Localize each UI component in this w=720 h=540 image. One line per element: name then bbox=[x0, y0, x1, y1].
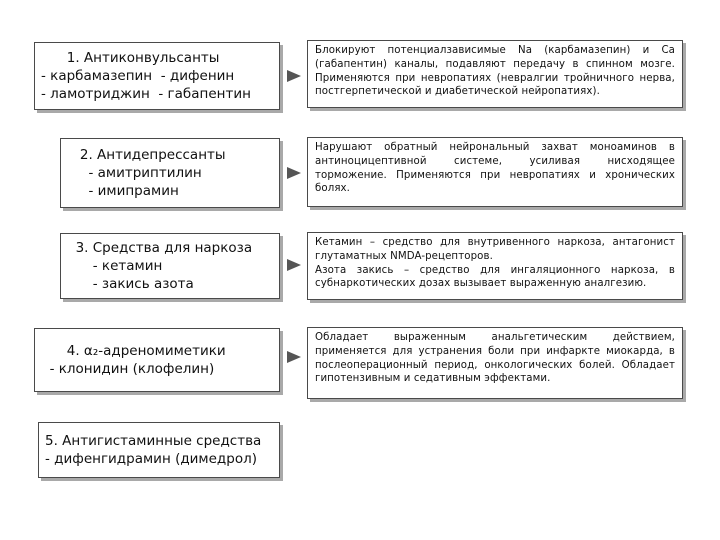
drug-class-box-4 bbox=[34, 328, 280, 392]
drug-class-line: 3. Средства для наркоза bbox=[67, 240, 253, 256]
description-text: Нарушают обратный нейрональный захват моноаминов в антиноцицептивной системе, усиливая нисходящее торможение. Применяются при невропатиях и хронических болях. bbox=[315, 142, 675, 195]
arrow-right-icon bbox=[287, 167, 301, 179]
arrow-right-icon bbox=[287, 70, 301, 82]
drug-class-line: 2. Антидепрессанты bbox=[67, 147, 226, 163]
drug-class-line: 1. Антиконвульсанты bbox=[41, 50, 220, 66]
drug-class-box-1 bbox=[34, 42, 280, 110]
drug-class-box-5 bbox=[38, 422, 280, 478]
drug-class-line: - карбамазепин - дифенин bbox=[41, 68, 235, 84]
drug-class-line: - дифенгидрамин (димедрол) bbox=[45, 451, 257, 467]
description-box-3 bbox=[307, 232, 683, 300]
arrow-right-icon bbox=[287, 259, 301, 271]
drug-class-line: - закись азота bbox=[67, 276, 194, 292]
drug-class-box-3 bbox=[60, 233, 280, 299]
drug-class-line: - клонидин (клофелин) bbox=[41, 361, 215, 377]
drug-class-line: - кетамин bbox=[67, 258, 163, 274]
description-text: Блокируют потенциалзависимые Na (карбамазепин) и Ca (габапентин) каналы, подавляют передачу в спинном мозге. Применяются при невропатиях (невралгии тройничного нерва, постгерпетической и диабетической нейропатиях). bbox=[315, 45, 675, 98]
description-box-4 bbox=[307, 327, 683, 399]
drug-class-line: 5. Антигистаминные средства bbox=[45, 433, 262, 449]
description-text: Кетамин – средство для внутривенного наркоза, антагонист глутаматных NMDA-рецепторов. bbox=[315, 237, 675, 262]
drug-class-line: - имипрамин bbox=[67, 183, 179, 199]
drug-class-box-2 bbox=[60, 138, 280, 208]
description-box-1 bbox=[307, 40, 683, 108]
drug-class-line: - амитриптилин bbox=[67, 165, 202, 181]
drug-class-line: - ламотриджин - габапентин bbox=[41, 86, 251, 102]
drug-class-line: 4. α₂-адреномиметики bbox=[41, 343, 226, 359]
description-text: Обладает выраженным анальгетическим действием, применяется для устранения боли при инфаркте миокарда, в послеоперационный период, онкологических болей. Обладает гипотензивным и седативным эффектами. bbox=[315, 332, 675, 385]
description-box-2 bbox=[307, 137, 683, 207]
arrow-right-icon bbox=[287, 351, 301, 363]
description-text: Азота закись – средство для ингаляционного наркоза, в субнаркотических дозах вызывает выраженную аналгезию. bbox=[315, 264, 675, 290]
